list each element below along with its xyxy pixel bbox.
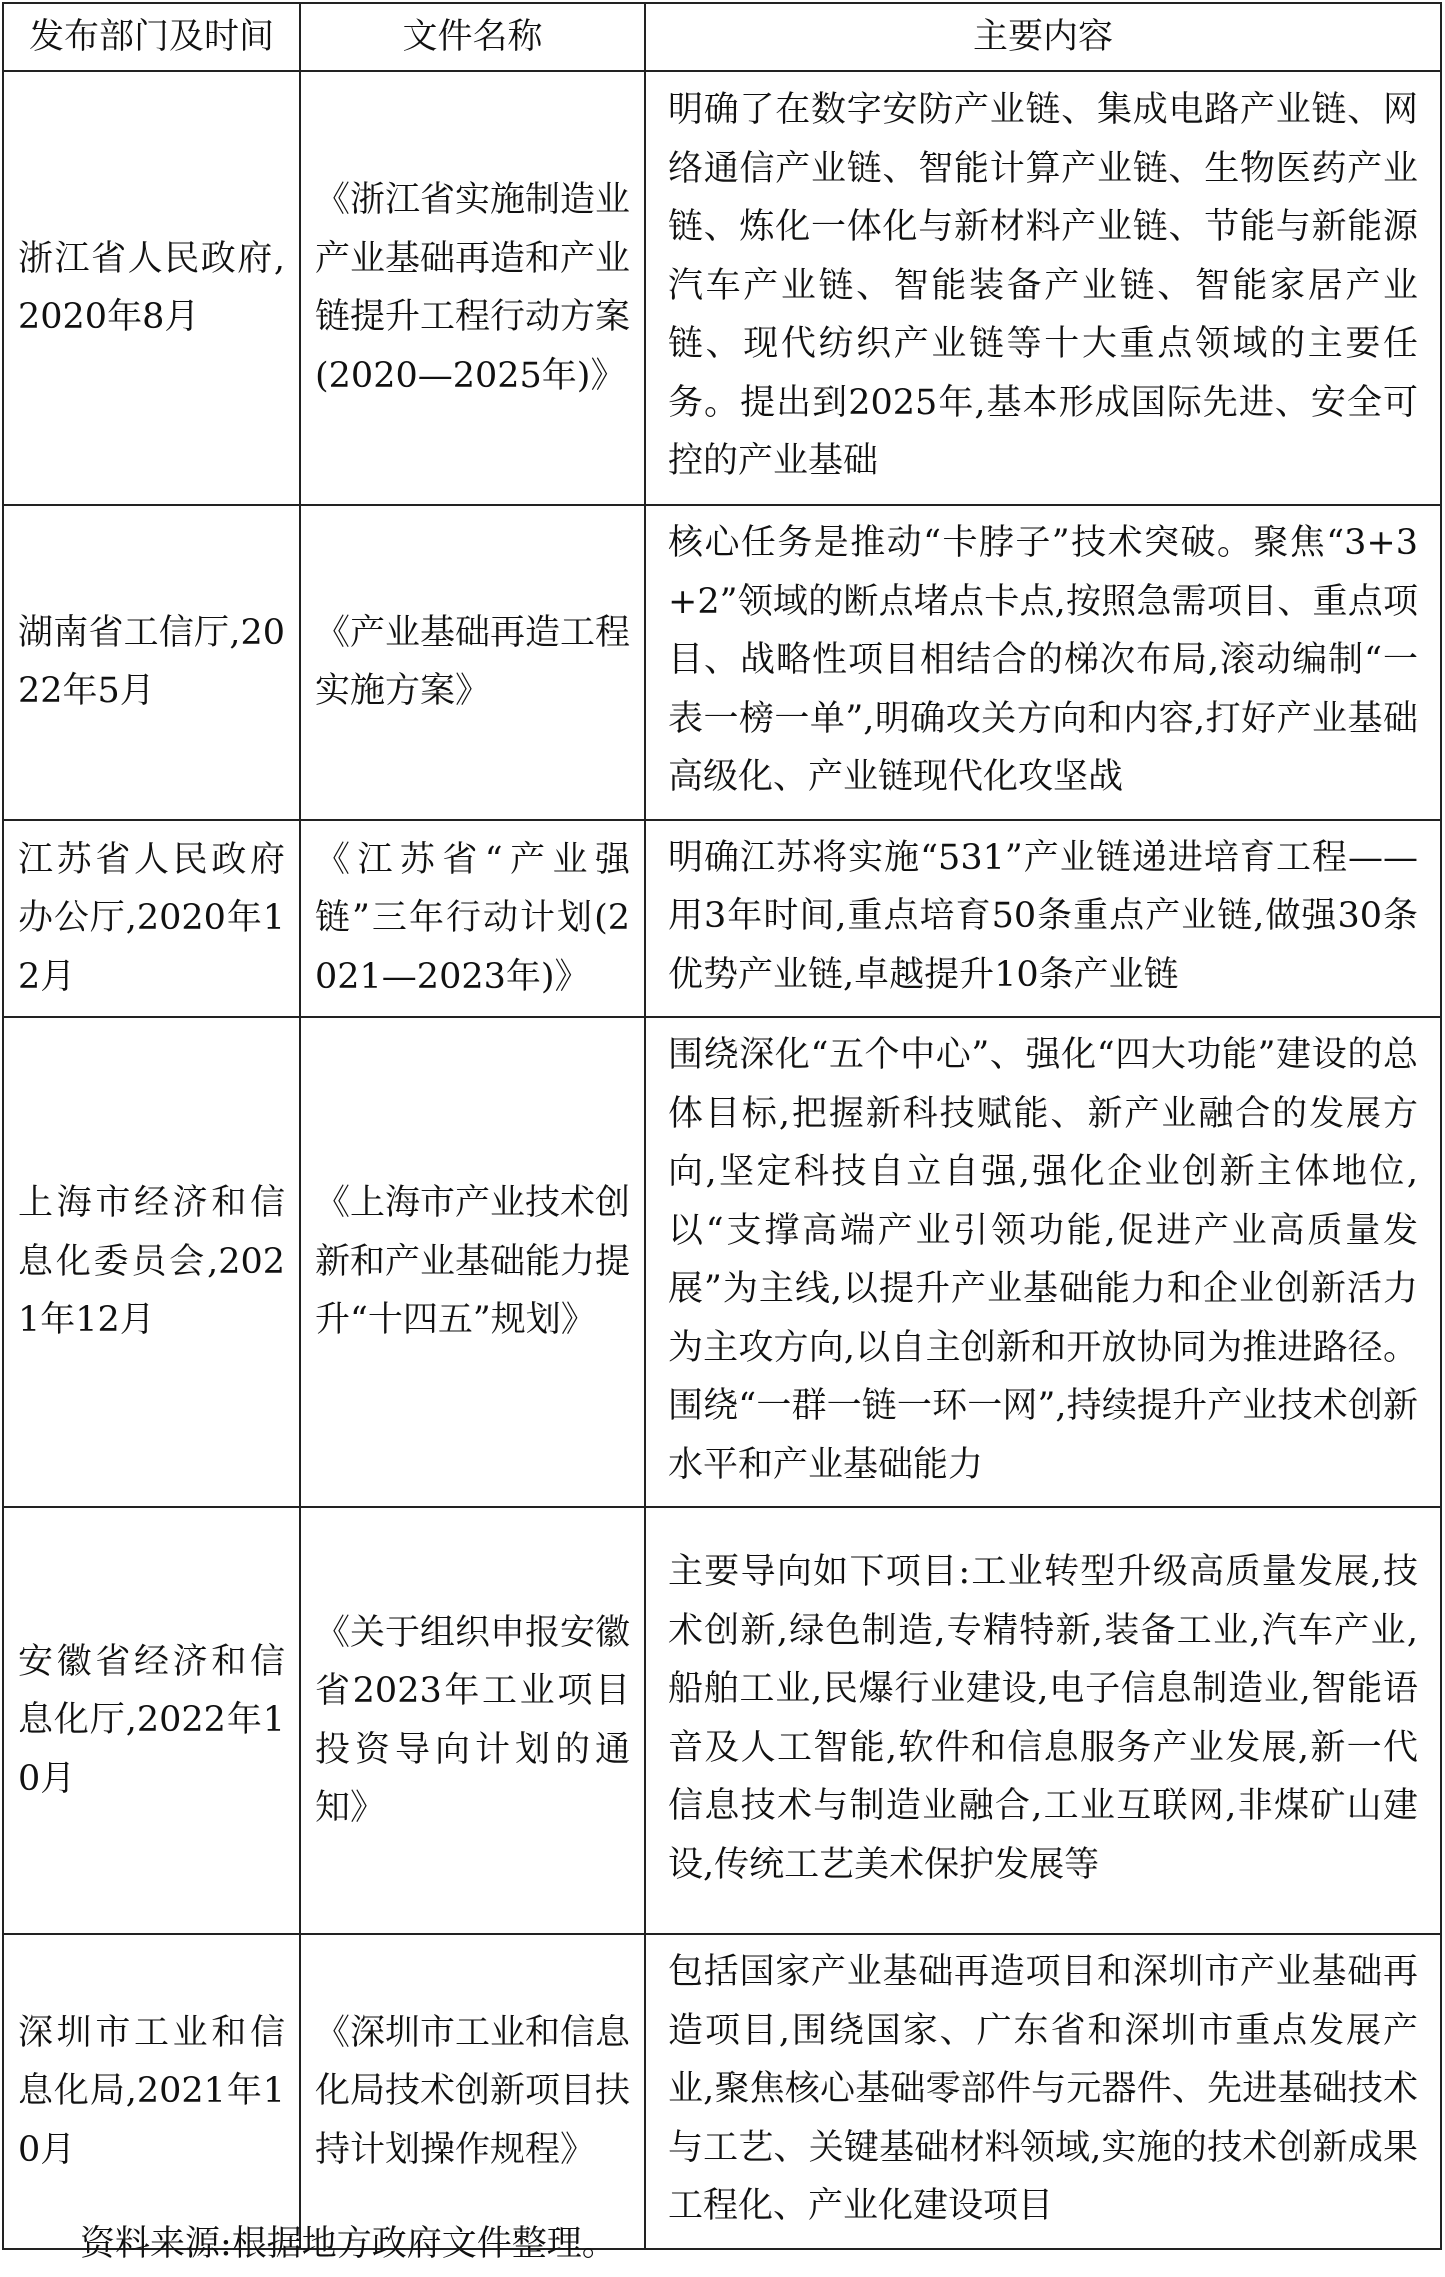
header-doc: 文件名称 bbox=[300, 3, 645, 71]
cell-doc: 《上海市产业技术创新和产业基础能力提升“十四五”规划》 bbox=[300, 1017, 645, 1507]
cell-content: 围绕深化“五个中心”、强化“四大功能”建设的总体目标,把握新科技赋能、新产业融合的发展方向,坚定科技自立自强,强化企业创新主体地位,以“支撑高端产业引领功能,促进产业高质量发展”为主线,以提升产业基础能力和企业创新活力为主攻方向,以自主创新和开放协同为推进路径。围绕“一群一链一环一网”,持续提升产业技术创新水平和产业基础能力 bbox=[645, 1017, 1441, 1507]
table-header-row bbox=[3, 3, 1441, 71]
cell-doc: 《关于组织申报安徽省2023年工业项目投资导向计划的通知》 bbox=[300, 1507, 645, 1934]
cell-doc: 《深圳市工业和信息化局技术创新项目扶持计划操作规程》 bbox=[300, 1934, 645, 2249]
cell-content: 主要导向如下项目:工业转型升级高质量发展,技术创新,绿色制造,专精特新,装备工业,汽车产业,船舶工业,民爆行业建设,电子信息制造业,智能语音及人工智能,软件和信息服务产业发展,新一代信息技术与制造业融合,工业互联网,非煤矿山建设,传统工艺美术保护发展等 bbox=[645, 1507, 1441, 1934]
source-note: 资料来源:根据地方政府文件整理。 bbox=[80, 2224, 617, 2264]
cell-dept: 上海市经济和信息化委员会,2021年12月 bbox=[3, 1017, 300, 1507]
table-row bbox=[3, 505, 1441, 820]
policy-table bbox=[2, 2, 1442, 2250]
header-content: 主要内容 bbox=[645, 3, 1441, 71]
cell-dept: 安徽省经济和信息化厅,2022年10月 bbox=[3, 1507, 300, 1934]
header-dept: 发布部门及时间 bbox=[3, 3, 300, 71]
cell-doc: 《浙江省实施制造业产业基础再造和产业链提升工程行动方案(2020—2025年)》 bbox=[300, 71, 645, 505]
cell-content: 明确江苏将实施“531”产业链递进培育工程——用3年时间,重点培育50条重点产业链,做强30条优势产业链,卓越提升10条产业链 bbox=[645, 820, 1441, 1018]
cell-dept: 湖南省工信厅,2022年5月 bbox=[3, 505, 300, 820]
table-row bbox=[3, 820, 1441, 1018]
cell-doc: 《产业基础再造工程实施方案》 bbox=[300, 505, 645, 820]
cell-content: 明确了在数字安防产业链、集成电路产业链、网络通信产业链、智能计算产业链、生物医药产业链、炼化一体化与新材料产业链、节能与新能源汽车产业链、智能装备产业链、智能家居产业链、现代纺织产业链等十大重点领域的主要任务。提出到2025年,基本形成国际先进、安全可控的产业基础 bbox=[645, 71, 1441, 505]
cell-dept: 深圳市工业和信息化局,2021年10月 bbox=[3, 1934, 300, 2249]
cell-dept: 江苏省人民政府办公厅,2020年12月 bbox=[3, 820, 300, 1018]
table-row bbox=[3, 71, 1441, 505]
table-row bbox=[3, 1507, 1441, 1934]
cell-dept: 浙江省人民政府,2020年8月 bbox=[3, 71, 300, 505]
cell-doc: 《江苏省“产业强链”三年行动计划(2021—2023年)》 bbox=[300, 820, 645, 1018]
table-row bbox=[3, 1934, 1441, 2249]
cell-content: 包括国家产业基础再造项目和深圳市产业基础再造项目,围绕国家、广东省和深圳市重点发展产业,聚焦核心基础零部件与元器件、先进基础技术与工艺、关键基础材料领域,实施的技术创新成果工程化、产业化建设项目 bbox=[645, 1934, 1441, 2249]
cell-content: 核心任务是推动“卡脖子”技术突破。聚焦“3+3+2”领域的断点堵点卡点,按照急需项目、重点项目、战略性项目相结合的梯次布局,滚动编制“一表一榜一单”,明确攻关方向和内容,打好产业基础高级化、产业链现代化攻坚战 bbox=[645, 505, 1441, 820]
table-row bbox=[3, 1017, 1441, 1507]
